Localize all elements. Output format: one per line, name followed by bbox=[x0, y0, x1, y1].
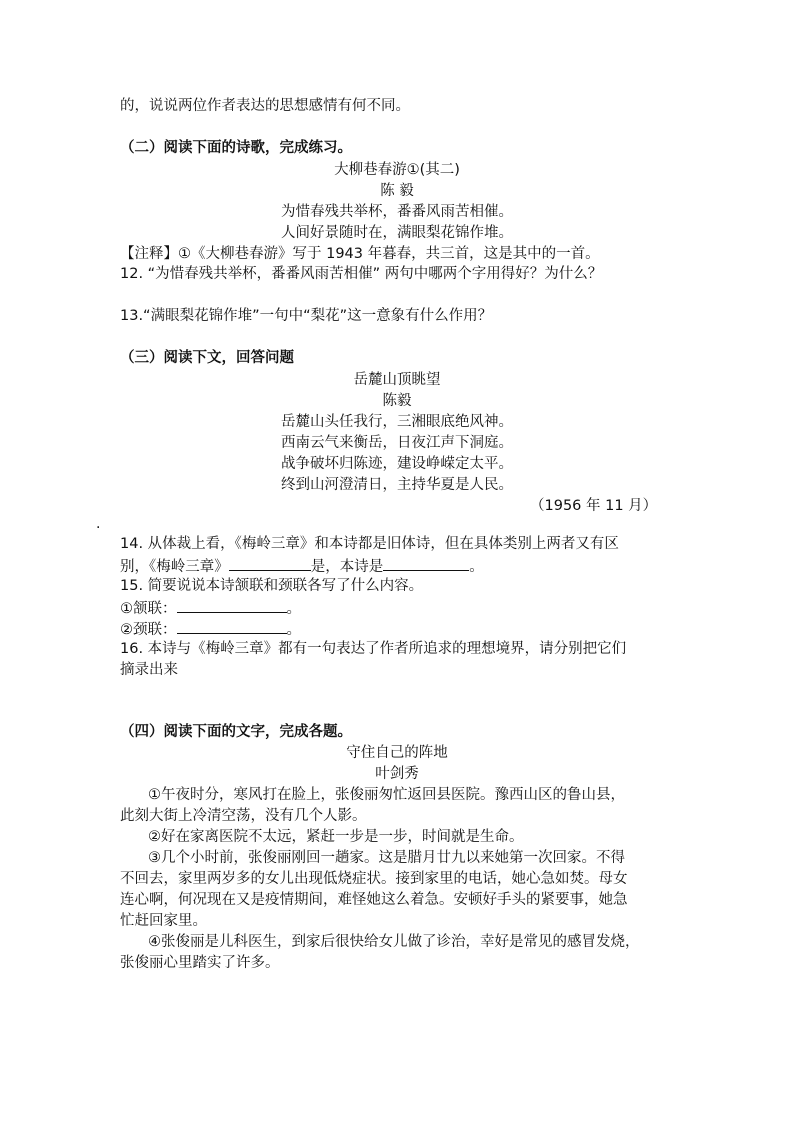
poem-title-1: 大柳巷春游①(其二) bbox=[334, 162, 460, 178]
poem-line: 战争破坏归陈迹，建设峥嵘定太平。 bbox=[281, 456, 513, 472]
question-14-line-1: 14. 从体裁上看，《梅岭三章》和本诗都是旧体诗，但在具体类别上两者又有区 bbox=[120, 536, 619, 552]
article-line: ④张俊丽是儿科医生，到家后很快给女儿做了诊治，幸好是常见的感冒发烧， bbox=[148, 934, 640, 950]
question-13: 13.“满眼梨花锦作堆”一句中“梨花”这一意象有什么作用？ bbox=[120, 308, 493, 324]
question-16-line-1: 16. 本诗与《梅岭三章》都有一句表达了作者所追求的理想境界，请分别把它们 bbox=[120, 641, 627, 657]
intro-line: 的，说说两位作者表达的思想感情有何不同。 bbox=[120, 98, 410, 114]
stray-dot: . bbox=[96, 516, 101, 532]
article-title: 守住自己的阵地 bbox=[346, 745, 448, 761]
couplet-label-hanlian: ①颔联： bbox=[120, 601, 177, 617]
article-author: 叶剑秀 bbox=[375, 766, 419, 782]
poem-title-2: 岳麓山顶眺望 bbox=[353, 372, 441, 388]
answer-blank[interactable] bbox=[383, 555, 469, 571]
article-line: 此刻大街上冷清空荡，没有几个人影。 bbox=[120, 808, 367, 824]
article-line: 忙赶回家里。 bbox=[120, 913, 207, 929]
article-line: ③几个小时前，张俊丽刚回一趟家。这是腊月廿九以来她第一次回家。不得 bbox=[148, 850, 625, 866]
poem-line: 西南云气来衡岳，日夜江声下洞庭。 bbox=[281, 435, 513, 451]
poem-line: 人间好景随时在，满眼梨花锦作堆。 bbox=[281, 225, 513, 241]
question-15-b bbox=[120, 618, 301, 640]
couplet-label-jinglian: ②颈联： bbox=[120, 622, 177, 638]
question-14-text-b: 是，本诗是 bbox=[310, 559, 384, 575]
article-line: ①午夜时分，寒风打在脸上，张俊丽匆忙返回县医院。豫西山区的鲁山县， bbox=[148, 787, 625, 803]
article-line: 张俊丽心里踏实了许多。 bbox=[120, 955, 280, 971]
answer-blank[interactable] bbox=[229, 555, 311, 571]
annotation-note: 【注释】①《大柳巷春游》写于 1943 年暮春，共三首，这是其中的一首。 bbox=[120, 246, 600, 262]
question-15: 15. 简要说说本诗颔联和颈联各写了什么内容。 bbox=[120, 578, 424, 594]
poem-line: 为惜春残共举杯，番番风雨苦相催。 bbox=[281, 204, 513, 220]
period: 。 bbox=[286, 601, 301, 617]
poem-author-1: 陈 毅 bbox=[380, 183, 414, 199]
answer-blank[interactable] bbox=[177, 618, 287, 634]
poem-line: 终到山河澄清日，主持华夏是人民。 bbox=[281, 477, 513, 493]
answer-blank[interactable] bbox=[177, 597, 287, 613]
question-14-text-a: 别，《梅岭三章》 bbox=[120, 559, 229, 575]
article-line: ②好在家离医院不太远，紧赶一步是一步，时间就是生命。 bbox=[148, 829, 524, 845]
poem-author-2: 陈毅 bbox=[382, 393, 412, 409]
section-4-heading: （四）阅读下面的文字，完成各题。 bbox=[120, 724, 352, 740]
poem-line: 岳麓山头任我行，三湘眼底绝风神。 bbox=[281, 414, 513, 430]
period: 。 bbox=[286, 622, 301, 638]
article-line: 连心啊，何况现在又是疫情期间，难怪她这么着急。安顿好手头的紧要事，她急 bbox=[120, 892, 628, 908]
section-2-heading: （二）阅读下面的诗歌，完成练习。 bbox=[120, 140, 352, 156]
poem-date: （1956 年 11 月） bbox=[530, 498, 658, 514]
article-line: 不回去，家里两岁多的女儿出现低烧症状。接到家里的电话，她心急如焚。母女 bbox=[120, 871, 628, 887]
question-15-a bbox=[120, 597, 301, 619]
question-14-line-2 bbox=[120, 555, 484, 577]
question-14-text-c: 。 bbox=[469, 559, 484, 575]
question-12: 12. “为惜春残共举杯，番番风雨苦相催” 两句中哪两个字用得好？为什么？ bbox=[120, 266, 603, 282]
question-16-line-2: 摘录出来 bbox=[120, 662, 178, 678]
section-3-heading: （三）阅读下文，回答问题 bbox=[120, 350, 294, 366]
